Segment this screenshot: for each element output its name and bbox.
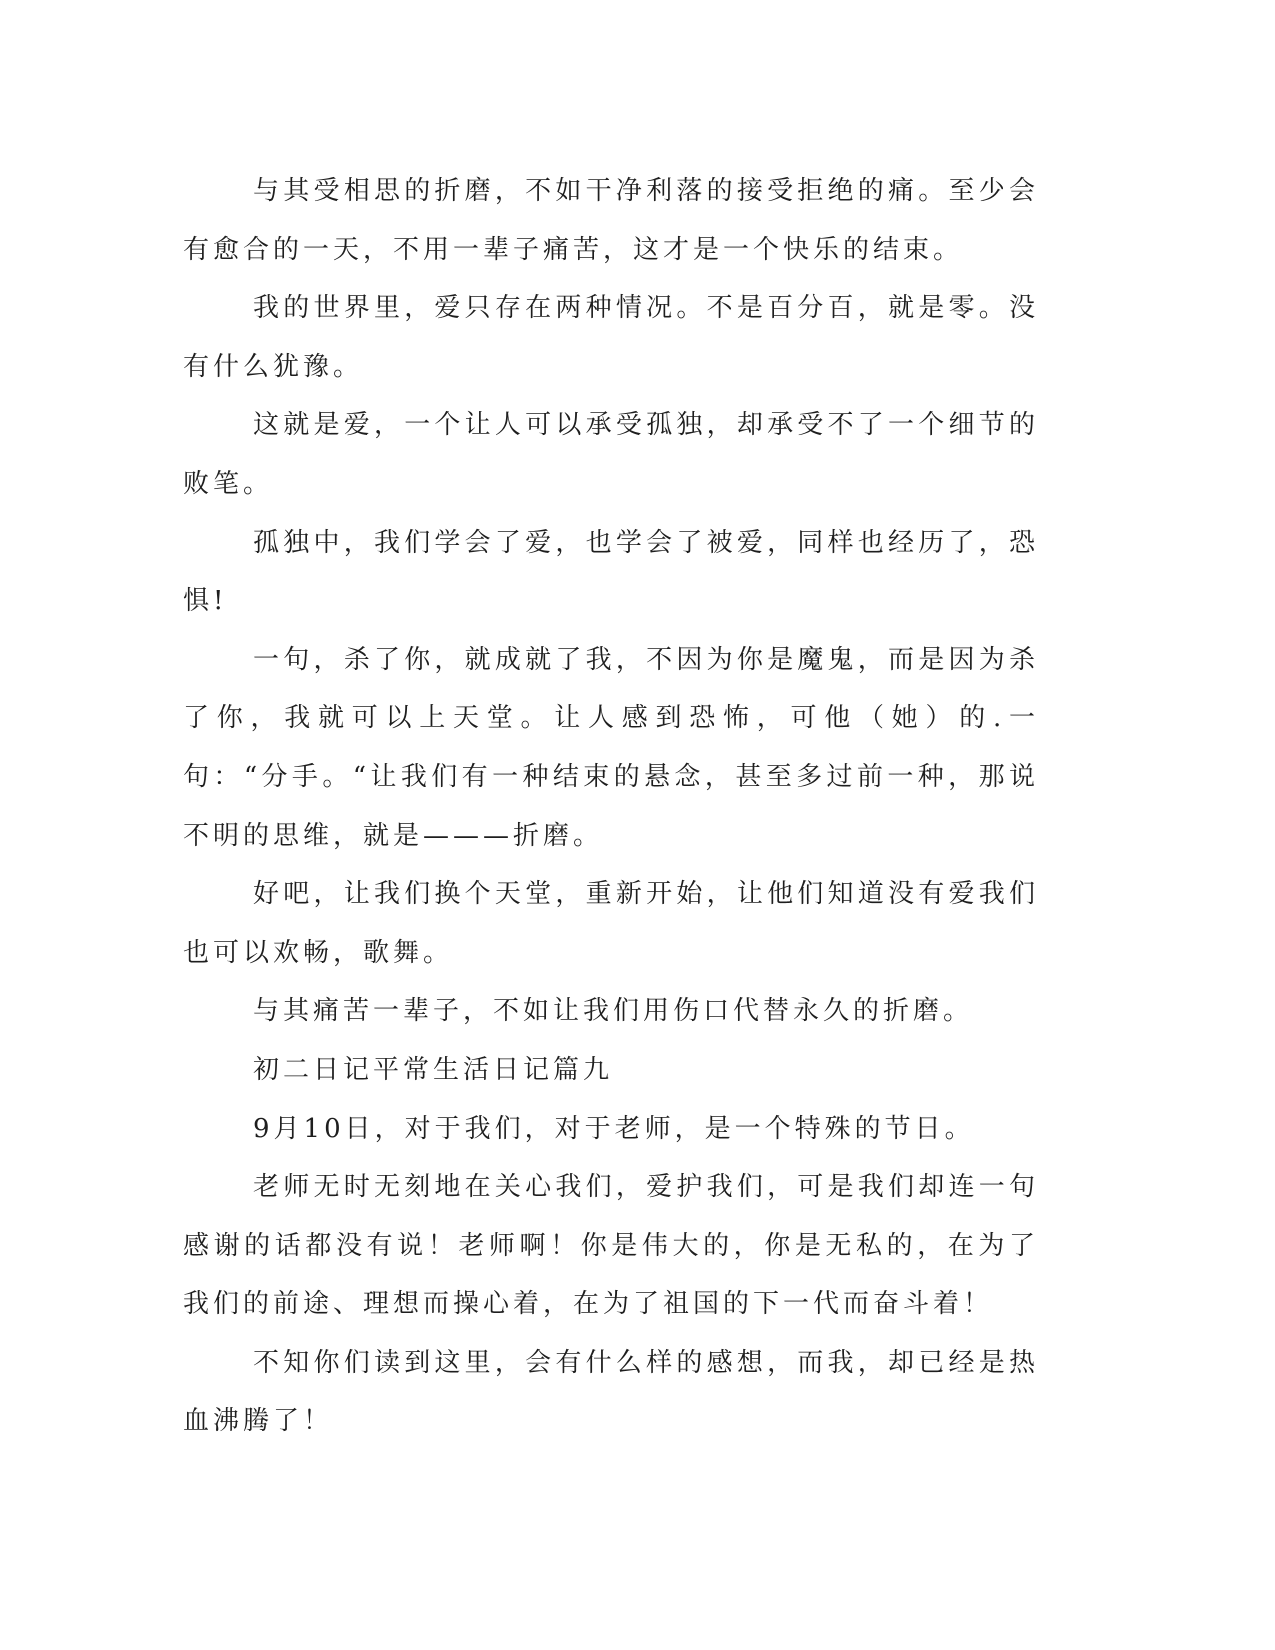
paragraph: 老师无时无刻地在关心我们，爱护我们，可是我们却连一句感谢的话都没有说！老师啊！你是伟大的，你是无私的，在为了我们的前途、理想而操心着，在为了祖国的下一代而奋斗着！ (183, 1172, 1039, 1320)
paragraph-date: 9月10日，对于我们，对于老师，是一个特殊的节日。 (253, 1113, 975, 1144)
document-body (183, 162, 1039, 1451)
paragraph: 这就是爱，一个让人可以承受孤独，却承受不了一个细节的败笔。 (183, 410, 1039, 499)
paragraph: 不知你们读到这里，会有什么样的感想，而我，却已经是热血沸腾了！ (183, 1347, 1039, 1437)
paragraph: 好吧，让我们换个天堂，重新开始，让他们知道没有爱我们也可以欢畅，歌舞。 (183, 879, 1039, 968)
paragraph: 孤独中，我们学会了爱，也学会了被爱，同样也经历了，恐惧! (183, 527, 1039, 617)
paragraph: 与其痛苦一辈子，不如让我们用伤口代替永久的折磨。 (253, 996, 974, 1027)
section-heading: 初二日记平常生活日记篇九 (253, 1054, 614, 1085)
paragraph: 一句，杀了你，就成就了我，不因为你是魔鬼，而是因为杀了你，我就可以上天堂。让人感到恐怖，可他（她）的.一句：“分手。“让我们有一种结束的悬念，甚至多过前一种，那说不明的思维，就是———折磨。 (183, 644, 1039, 851)
paragraph: 我的世界里，爱只存在两种情况。不是百分百，就是零。没有什么犹豫。 (183, 293, 1039, 382)
paragraph: 与其受相思的折磨，不如干净利落的接受拒绝的痛。至少会有愈合的一天，不用一辈子痛苦，这才是一个快乐的结束。 (183, 176, 1039, 265)
